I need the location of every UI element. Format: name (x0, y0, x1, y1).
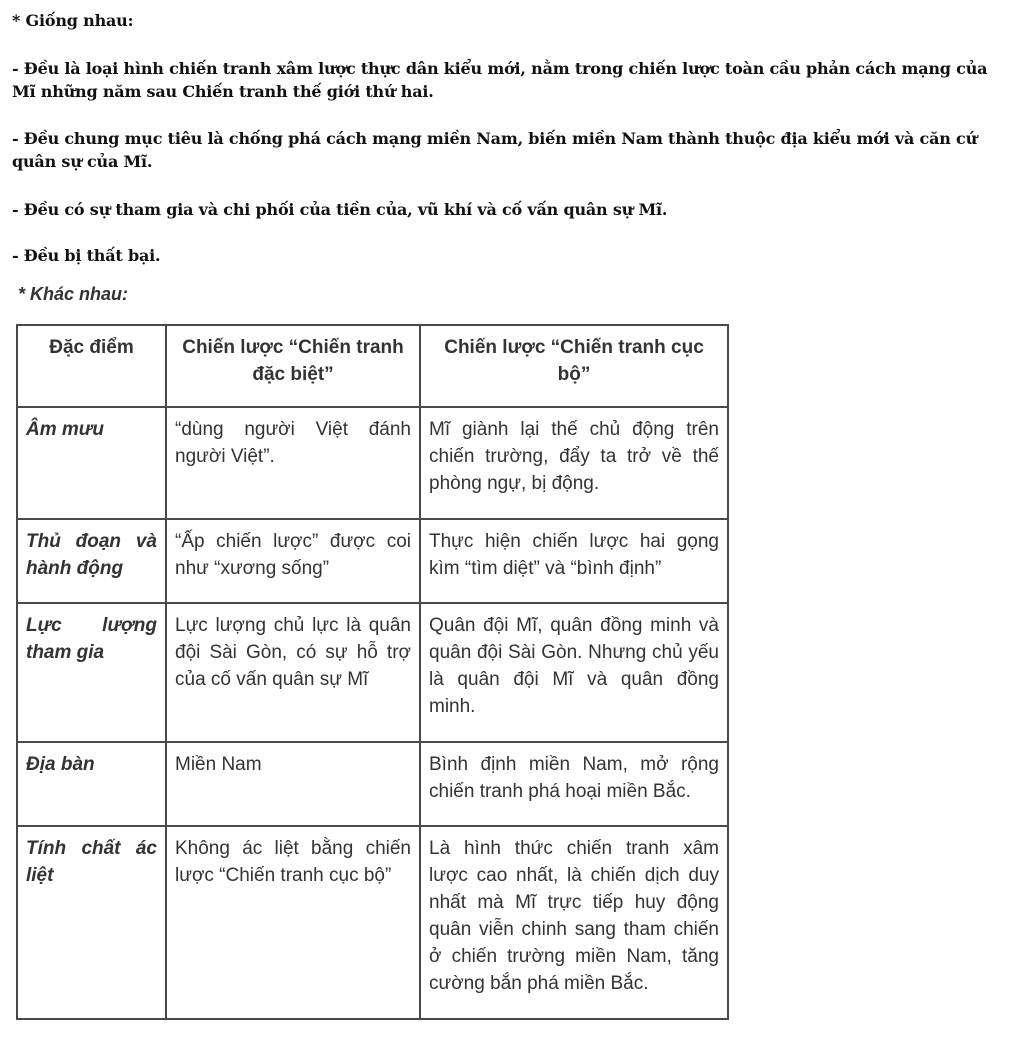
table-row (17, 826, 728, 1019)
row-criterion: Lực lượng tham gia (17, 603, 166, 742)
table-row (17, 603, 728, 742)
local-war-cell: Mĩ giành lại thế chủ động trên chiến trường, đẩy ta trở về thế phòng ngự, bị động. (420, 407, 728, 519)
similarities-heading: * Giống nhau: (12, 11, 134, 30)
table-row (17, 407, 728, 519)
row-criterion: Tính chất ác liệt (17, 826, 166, 1019)
special-war-cell: Không ác liệt bằng chiến lược “Chiến tranh cục bộ” (166, 826, 420, 1019)
similarity-item: - Đều có sự tham gia và chi phối của tiền của, vũ khí và cố vấn quân sự Mĩ. (12, 200, 668, 219)
row-criterion: Địa bàn (17, 742, 166, 826)
local-war-cell: Quân đội Mĩ, quân đồng minh và quân đội Sài Gòn. Nhưng chủ yếu là quân đội Mĩ và quân đồng minh. (420, 603, 728, 742)
differences-heading: * Khác nhau: (18, 284, 129, 304)
similarity-item: - Đều bị thất bại. (12, 246, 161, 265)
header-local-war: Chiến lược “Chiến tranh cục bộ” (420, 325, 728, 407)
table-header-row (17, 325, 728, 407)
special-war-cell: “Ấp chiến lược” được coi như “xương sống” (166, 519, 420, 603)
header-special-war: Chiến lược “Chiến tranh đặc biệt” (166, 325, 420, 407)
table-row (17, 742, 728, 826)
local-war-cell: Thực hiện chiến lược hai gọng kìm “tìm diệt” và “bình định” (420, 519, 728, 603)
table-row (17, 519, 728, 603)
special-war-cell: “dùng người Việt đánh người Việt”. (166, 407, 420, 519)
local-war-cell: Là hình thức chiến tranh xâm lược cao nhất, là chiến dịch duy nhất mà Mĩ trực tiếp huy động quân viễn chinh sang tham chiến ở chiến trường miền Nam, tăng cường bắn phá miền Bắc. (420, 826, 728, 1019)
special-war-cell: Lực lượng chủ lực là quân đội Sài Gòn, có sự hỗ trợ của cố vấn quân sự Mĩ (166, 603, 420, 742)
comparison-table (16, 324, 729, 1020)
row-criterion: Thủ đoạn và hành động (17, 519, 166, 603)
special-war-cell: Miền Nam (166, 742, 420, 826)
similarity-item: - Đều chung mục tiêu là chống phá cách mạng miền Nam, biến miền Nam thành thuộc địa kiểu mới và căn cứ quân sự của Mĩ. (12, 129, 978, 171)
row-criterion: Âm mưu (17, 407, 166, 519)
local-war-cell: Bình định miền Nam, mở rộng chiến tranh phá hoại miền Bắc. (420, 742, 728, 826)
header-criterion: Đặc điểm (17, 325, 166, 407)
similarity-item: - Đều là loại hình chiến tranh xâm lược thực dân kiểu mới, nằm trong chiến lược toàn cầu phản cách mạng của Mĩ những năm sau Chiến tranh thế giới thứ hai. (12, 59, 988, 101)
